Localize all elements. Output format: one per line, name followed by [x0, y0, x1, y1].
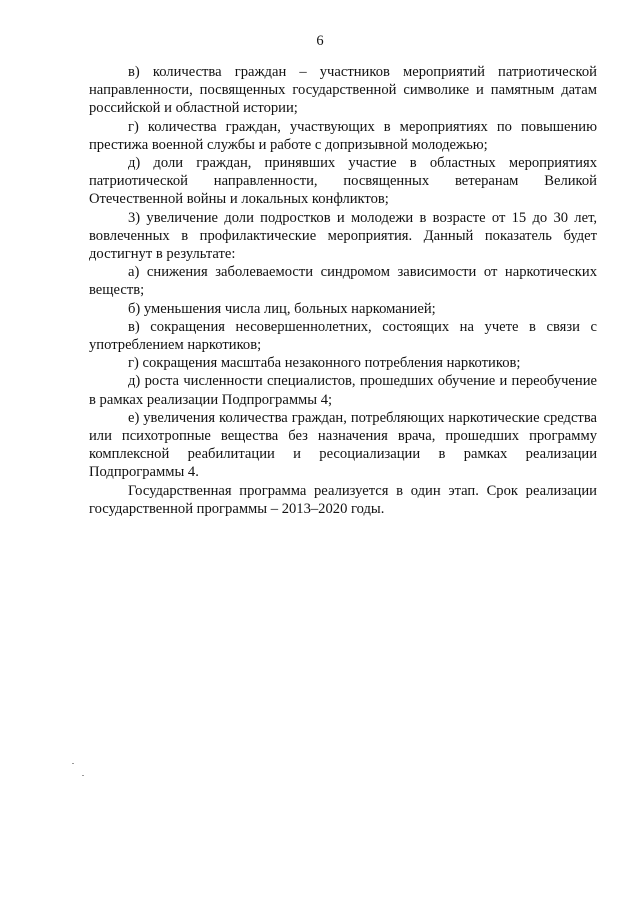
paragraph-specialists-training: д) роста численности специалистов, прошедших обучение и переобучение в рамках реализации Подпрограммы 4; — [89, 373, 597, 408]
paragraph-youth-prevention-share: 3) увеличение доли подростков и молодежи в возрасте от 15 до 30 лет, вовлеченных в профилактические мероприятия. Данный показатель будет достигнут в результате: — [89, 209, 597, 263]
scan-artifact-mark — [72, 763, 74, 764]
paragraph-veterans-events-share: д) доли граждан, принявших участие в областных мероприятиях патриотической направленности, посвященных ветеранам Великой Отечественной войны и локальных конфликтов; — [89, 155, 597, 208]
scan-artifact-mark — [82, 775, 84, 776]
paragraph-rehabilitation-program: е) увеличения количества граждан, потребляющих наркотические средства или психотропные вещества без назначения врача, прошедших программу комплексной реабилитации и ресоциализации в рамках реализации Подпрограммы 4. — [89, 409, 597, 481]
page-number: 6 — [316, 33, 324, 49]
document-body — [89, 63, 597, 518]
paragraph-addiction-morbidity: а) снижения заболеваемости синдромом зависимости от наркотических веществ; — [89, 264, 597, 299]
paragraph-drug-addicts-count: б) уменьшения числа лиц, больных наркоманией; — [128, 300, 436, 317]
paragraph-military-service-prestige: г) количества граждан, участвующих в мероприятиях по повышению престижа военной службы и работе с допризывной молодежью; — [89, 118, 597, 153]
paragraph-illegal-consumption: г) сокращения масштаба незаконного потребления наркотиков; — [128, 355, 521, 372]
paragraph-program-timeline: Государственная программа реализуется в один этап. Срок реализации государственной программы – 2013–2020 годы. — [89, 482, 597, 517]
paragraph-registered-minors: в) сокращения несовершеннолетних, состоящих на учете в связи с употреблением наркотиков; — [89, 318, 597, 354]
paragraph-participants-patriotic-events: в) количества граждан – участников мероприятий патриотической направленности, посвященных государственной символике и памятным датам российской и областной истории; — [89, 64, 597, 117]
